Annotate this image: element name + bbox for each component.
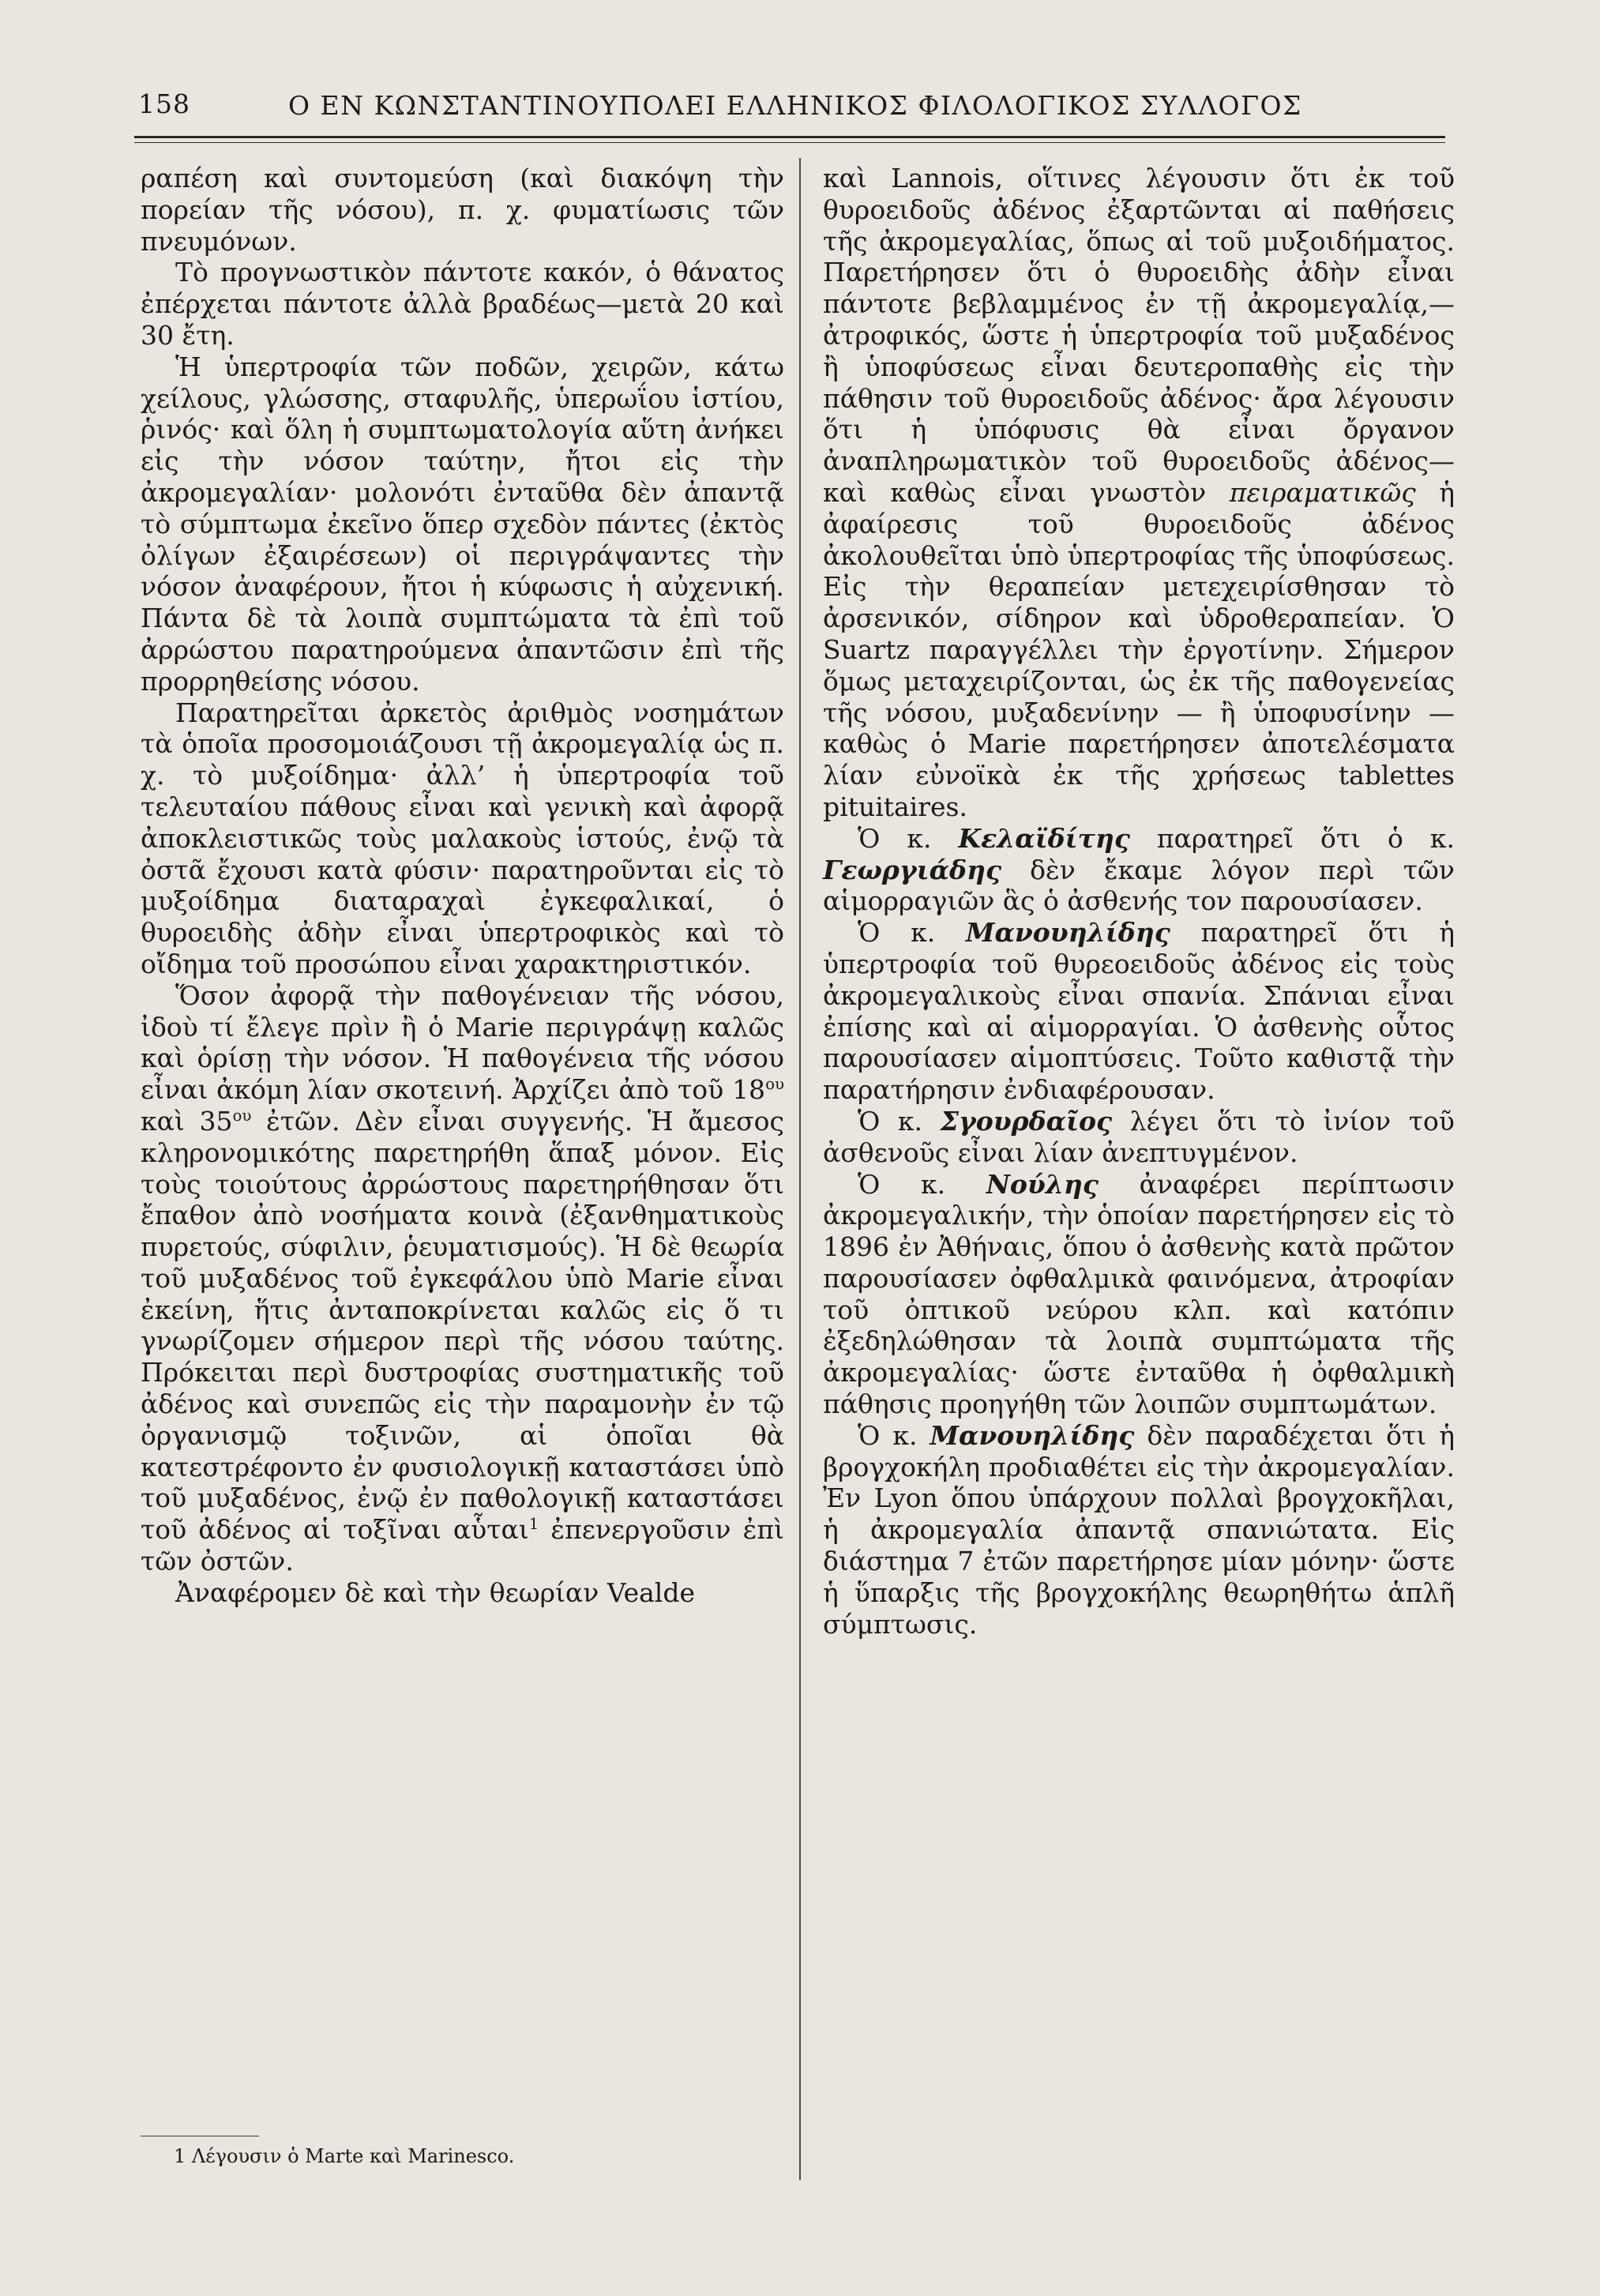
paragraph: Τὸ προγνωστικὸν πάντοτε κακόν, ὁ θάνατος ἐπέρχεται πάντοτε ἀλλὰ βραδέως—μετὰ 20 καὶ 30 ἔτη. (141, 257, 784, 351)
text-run: δὲν ἔκαμε λόγον περὶ τῶν αἱμορραγιῶν ἃς ὁ ἀσθενής τον παρουσίασεν. (823, 854, 1455, 917)
text-run: δὲν παραδέχεται ὅτι ἡ βρογχοκήλη προδιαθέτει εἰς τὴν ἀκρομεγαλίαν. Ἐν Lyon ὅπου ὑπάρχουν πολλαὶ βρογχοκῆλαι, ἡ ἀκρομεγαλία ἀπαντᾷ σπανιώτατα. Εἰς διάστημα 7 ἐτῶν παρετήρησε μίαν μόνην· ὥστε ἡ ὕπαρξις τῆς βρογχοκήλης θεωρηθήτω ἁπλῆ σύμπτωσις. (823, 1419, 1455, 1640)
text-run: παρατηρεῖ ὅτι ὁ κ. (1129, 822, 1455, 854)
speaker-name: Μανουηλίδης (965, 917, 1170, 949)
paragraph (823, 917, 1455, 1106)
text-run: καὶ 35 (141, 1105, 233, 1137)
header-rule-thick (134, 136, 1445, 138)
paragraph: ραπέση καὶ συντομεύση (καὶ διακόψη τὴν πορείαν τῆς νόσου), π. χ. φυματίωσις τῶν πνευμόνων. (141, 163, 784, 257)
text-run: Ὁ κ. (858, 1105, 941, 1137)
speaker-name: Σγουρδαῖος (940, 1105, 1113, 1137)
text-run: καὶ Lannois, οἵτινες λέγουσιν ὅτι ἐκ τοῦ θυροειδοῦς ἀδένος ἐξαρτῶνται αἱ παθήσεις τῆς ἀκρομεγαλίας, ὅπως αἱ τοῦ μυξοιδήματος. Παρετήρησεν ὅτι ὁ θυροειδὴς ἀδὴν εἶναι πάντοτε βεβλαμμένος ἐν τῇ ἀκρομεγαλίᾳ,—ἀτροφικός, ὥστε ἡ ὑπερτροφία τοῦ μυξαδένος ἢ ὑποφύσεως εἶναι δευτεροπαθὴς εἰς τὴν πάθησιν τοῦ θυροειδοῦς ἀδένος· ἄρα λέγουσιν ὅτι ἡ ὑπόφυσις θὰ εἶναι ὄργανον ἀναπληρωματικὸν τοῦ θυροειδοῦς ἀδένος— καὶ καθὼς εἶναι γνωστὸν (823, 163, 1455, 508)
page-header (138, 88, 1441, 130)
speaker-name: Νούλης (986, 1168, 1099, 1200)
text-run: λέγει ὅτι τὸ ἰνίον τοῦ ἀσθενοῦς εἶναι λίαν ἀνεπτυγμένον. (823, 1105, 1455, 1168)
speaker-name: Μανουηλίδης (930, 1419, 1135, 1451)
text-run: ἀναφέρει περίπτωσιν ἀκρομεγαλικήν, τὴν ὁποίαν παρετήρησεν εἰς τὸ 1896 ἐν Ἀθήναις, ὅπου ὁ ἀσθενὴς κατὰ πρῶτον παρουσίασεν ὀφθαλμικὰ φαινόμενα, ἀτροφίαν τοῦ ὀπτικοῦ νεύρου κλπ. καὶ κατόπιν ἐξεδηλώθησαν τὰ λοιπὰ συμπτώματα τῆς ἀκρομεγαλίας· ὥστε ἐνταῦθα ἡ ὀφθαλμικὴ πάθησις προηγήθη τῶν λοιπῶν συμπτωμάτων. (823, 1168, 1455, 1420)
paragraph: Ἡ ὑπερτροφία τῶν ποδῶν, χειρῶν, κάτω χείλους, γλώσσης, σταφυλῆς, ὑπερωΐου ἱστίου, ῥινός· καὶ ὅλη ἡ συμπτωματολογία αὕτη ἀνήκει εἰς τὴν νόσον ταύτην, ἤτοι εἰς τὴν ἀκρομεγαλίαν· μολονότι ἐνταῦθα δὲν ἀπαντᾷ τὸ σύμπτωμα ἐκεῖνο ὅπερ σχεδὸν πάντες (ἐκτὸς ὀλίγων ἐξαιρέσεων) οἱ περιγράψαντες τὴν νόσον ἀναφέρουν, ἤτοι ἡ κύφωσις ἡ αὐχενική. Πάντα δὲ τὰ λοιπὰ συμπτώματα τὰ ἐπὶ τοῦ ἀρρώστου παρατηρούμενα ἀπαντῶσιν ἐπὶ τῆς προρρηθείσης νόσου. (141, 351, 784, 697)
paragraph: Ἀναφέρομεν δὲ καὶ τὴν θεωρίαν Vealde (175, 1576, 695, 1608)
paragraph (823, 1106, 1455, 1169)
text-run: Ὅσον ἀφορᾷ τὴν παθογένειαν τῆς νόσου, ἰδοὺ τί ἔλεγε πρὶν ἢ ὁ Marie περιγράψῃ καλῶς καὶ ὁρίσῃ τὴν νόσον. Ἡ παθογένεια τῆς νόσου εἶναι ἀκόμη λίαν σκοτεινή. Ἀρχίζει ἀπὸ τοῦ 18 (141, 979, 784, 1106)
paragraph (823, 1420, 1455, 1640)
text-run: ἡ ἀφαίρεσις τοῦ θυροειδοῦς ἀδένος ἀκολουθεῖται ὑπὸ ὑπερτροφίας τῆς ὑποφύσεως. Εἰς τὴν θεραπείαν μετεχειρίσθησαν τὸ ἀρσενικόν, σίδηρον καὶ ὑδροθεραπείαν. Ὁ Suartz παραγγέλλει τὴν ἐργοτίνην. Σήμερον ὅμως μεταχειρίζονται, ὡς ἐκ τῆς παθογενείας τῆς νόσου, μυξαδενίνην — ἢ ὑποφυσίνην — καθὼς ὁ Marie παρετήρησεν ἀποτελέσματα λίαν εὐνοϊκὰ ἐκ τῆς χρήσεως tablettes pituitaires. (823, 476, 1455, 822)
running-title: Ο ΕΝ ΚΩΝΣΤΑΝΤΙΝΟΥΠΟΛΕΙ ΕΛΛΗΝΙΚΟΣ ΦΙΛΟΛΟΓΙΚΟΣ ΣΥΛΛΟΓΟΣ (288, 90, 1302, 121)
paragraph (823, 1169, 1455, 1420)
column-divider (799, 158, 801, 2180)
paragraph (823, 163, 1455, 823)
text-run: Ὁ κ. (858, 917, 966, 949)
left-column (141, 163, 784, 2106)
footnote-text: Λέγουσιν ὁ Marte καὶ Marinesco. (186, 2145, 515, 2167)
text-run: ἐτῶν. Δὲν εἶναι συγγενής. Ἡ ἄμεσος κληρονομικότης παρετηρήθη ἅπαξ μόνον. Εἰς τοὺς τοιούτους ἀρρώστους παρετηρήθησαν ὅτι ἔπαθον ἀπὸ νοσήματα κοινὰ (ἐξανθηματικοὺς πυρετούς, σύφιλιν, ῥευματισμούς). Ἡ δὲ θεωρία τοῦ μυξαδένος τοῦ ἐγκεφάλου ὑπὸ Marie εἶναι ἐκείνη, ἥτις ἀνταποκρίνεται καλῶς εἰς ὅ τι γνωρίζομεν σήμερον περὶ τῆς νόσου ταύτης. Πρόκειται περὶ δυστροφίας συστηματικῆς τοῦ ἀδένος καὶ συνεπῶς εἰς τὴν παραμονὴν ἐν τῷ ὀργανισμῷ τοξινῶν, αἱ ὁποῖαι θὰ κατεστρέφοντο ἐν φυσιολογικῇ καταστάσει ὑπὸ τοῦ μυξαδένος, ἐνῷ ἐν παθολογικῇ καταστάσει τοῦ ἀδένος αἱ τοξῖναι αὗται (141, 1105, 784, 1546)
text-run: παρατηρεῖ ὅτι ἡ ὑπερτροφία τοῦ θυρεοειδοῦς ἀδένος εἰς τοὺς ἀκρομεγαλικοὺς εἶναι σπανία. Σπάνιαι εἶναι ἐπίσης καὶ αἱ αἱμορραγίαι. Ὁ ἀσθενὴς οὗτος παρουσίασεν αἱμοπτύσεις. Τοῦτο καθιστᾷ τὴν παρατήρησιν ἐνδιαφέρουσαν. (823, 917, 1455, 1106)
text-run: Ὁ κ. (858, 1168, 986, 1200)
text-run: Ὁ κ. (858, 1419, 930, 1451)
emphasis: πειραματικῶς (1229, 476, 1416, 508)
superscript: ου (232, 1106, 252, 1125)
paragraph (823, 823, 1455, 917)
footnote (174, 2142, 774, 2170)
footnote-number: 1 (174, 2145, 186, 2167)
right-column (823, 163, 1455, 2169)
superscript: ου (765, 1075, 784, 1094)
text-run: ἐπενεργοῦσιν ἐπὶ τῶν ὀστῶν. (141, 1514, 784, 1577)
text-run: Ὁ κ. (858, 822, 959, 854)
speaker-name: Γεωργιάδης (823, 854, 1002, 885)
paragraph: Παρατηρεῖται ἀρκετὸς ἀριθμὸς νοσημάτων τὰ ὁποῖα προσομοιάζουσι τῇ ἀκρομεγαλίᾳ ὡς π. χ. τὸ μυξοίδημα· ἀλλ’ ἡ ὑπερτροφία τοῦ τελευταίου πάθους εἶναι καὶ γενικὴ καὶ ἀφορᾷ ἀποκλειστικῶς τοὺς μαλακοὺς ἱστούς, ἐνῷ τὰ ὀστᾶ ἔχουσι κατὰ φύσιν· παρατηροῦνται εἰς τὸ μυξοίδημα διαταραχαὶ ἐγκεφαλικαί, ὁ θυροειδὴς ἀδὴν εἶναι ὑπερτροφικὸς καὶ τὸ οἴδημα τοῦ προσώπου εἶναι χαρακτηριστικόν. (141, 697, 784, 979)
footnote-reference: 1 (528, 1515, 539, 1534)
speaker-name: Κελαϊδίτης (958, 822, 1130, 854)
page-number: 158 (138, 88, 190, 119)
paragraph (141, 980, 784, 1577)
header-rule-thin (134, 142, 1445, 143)
